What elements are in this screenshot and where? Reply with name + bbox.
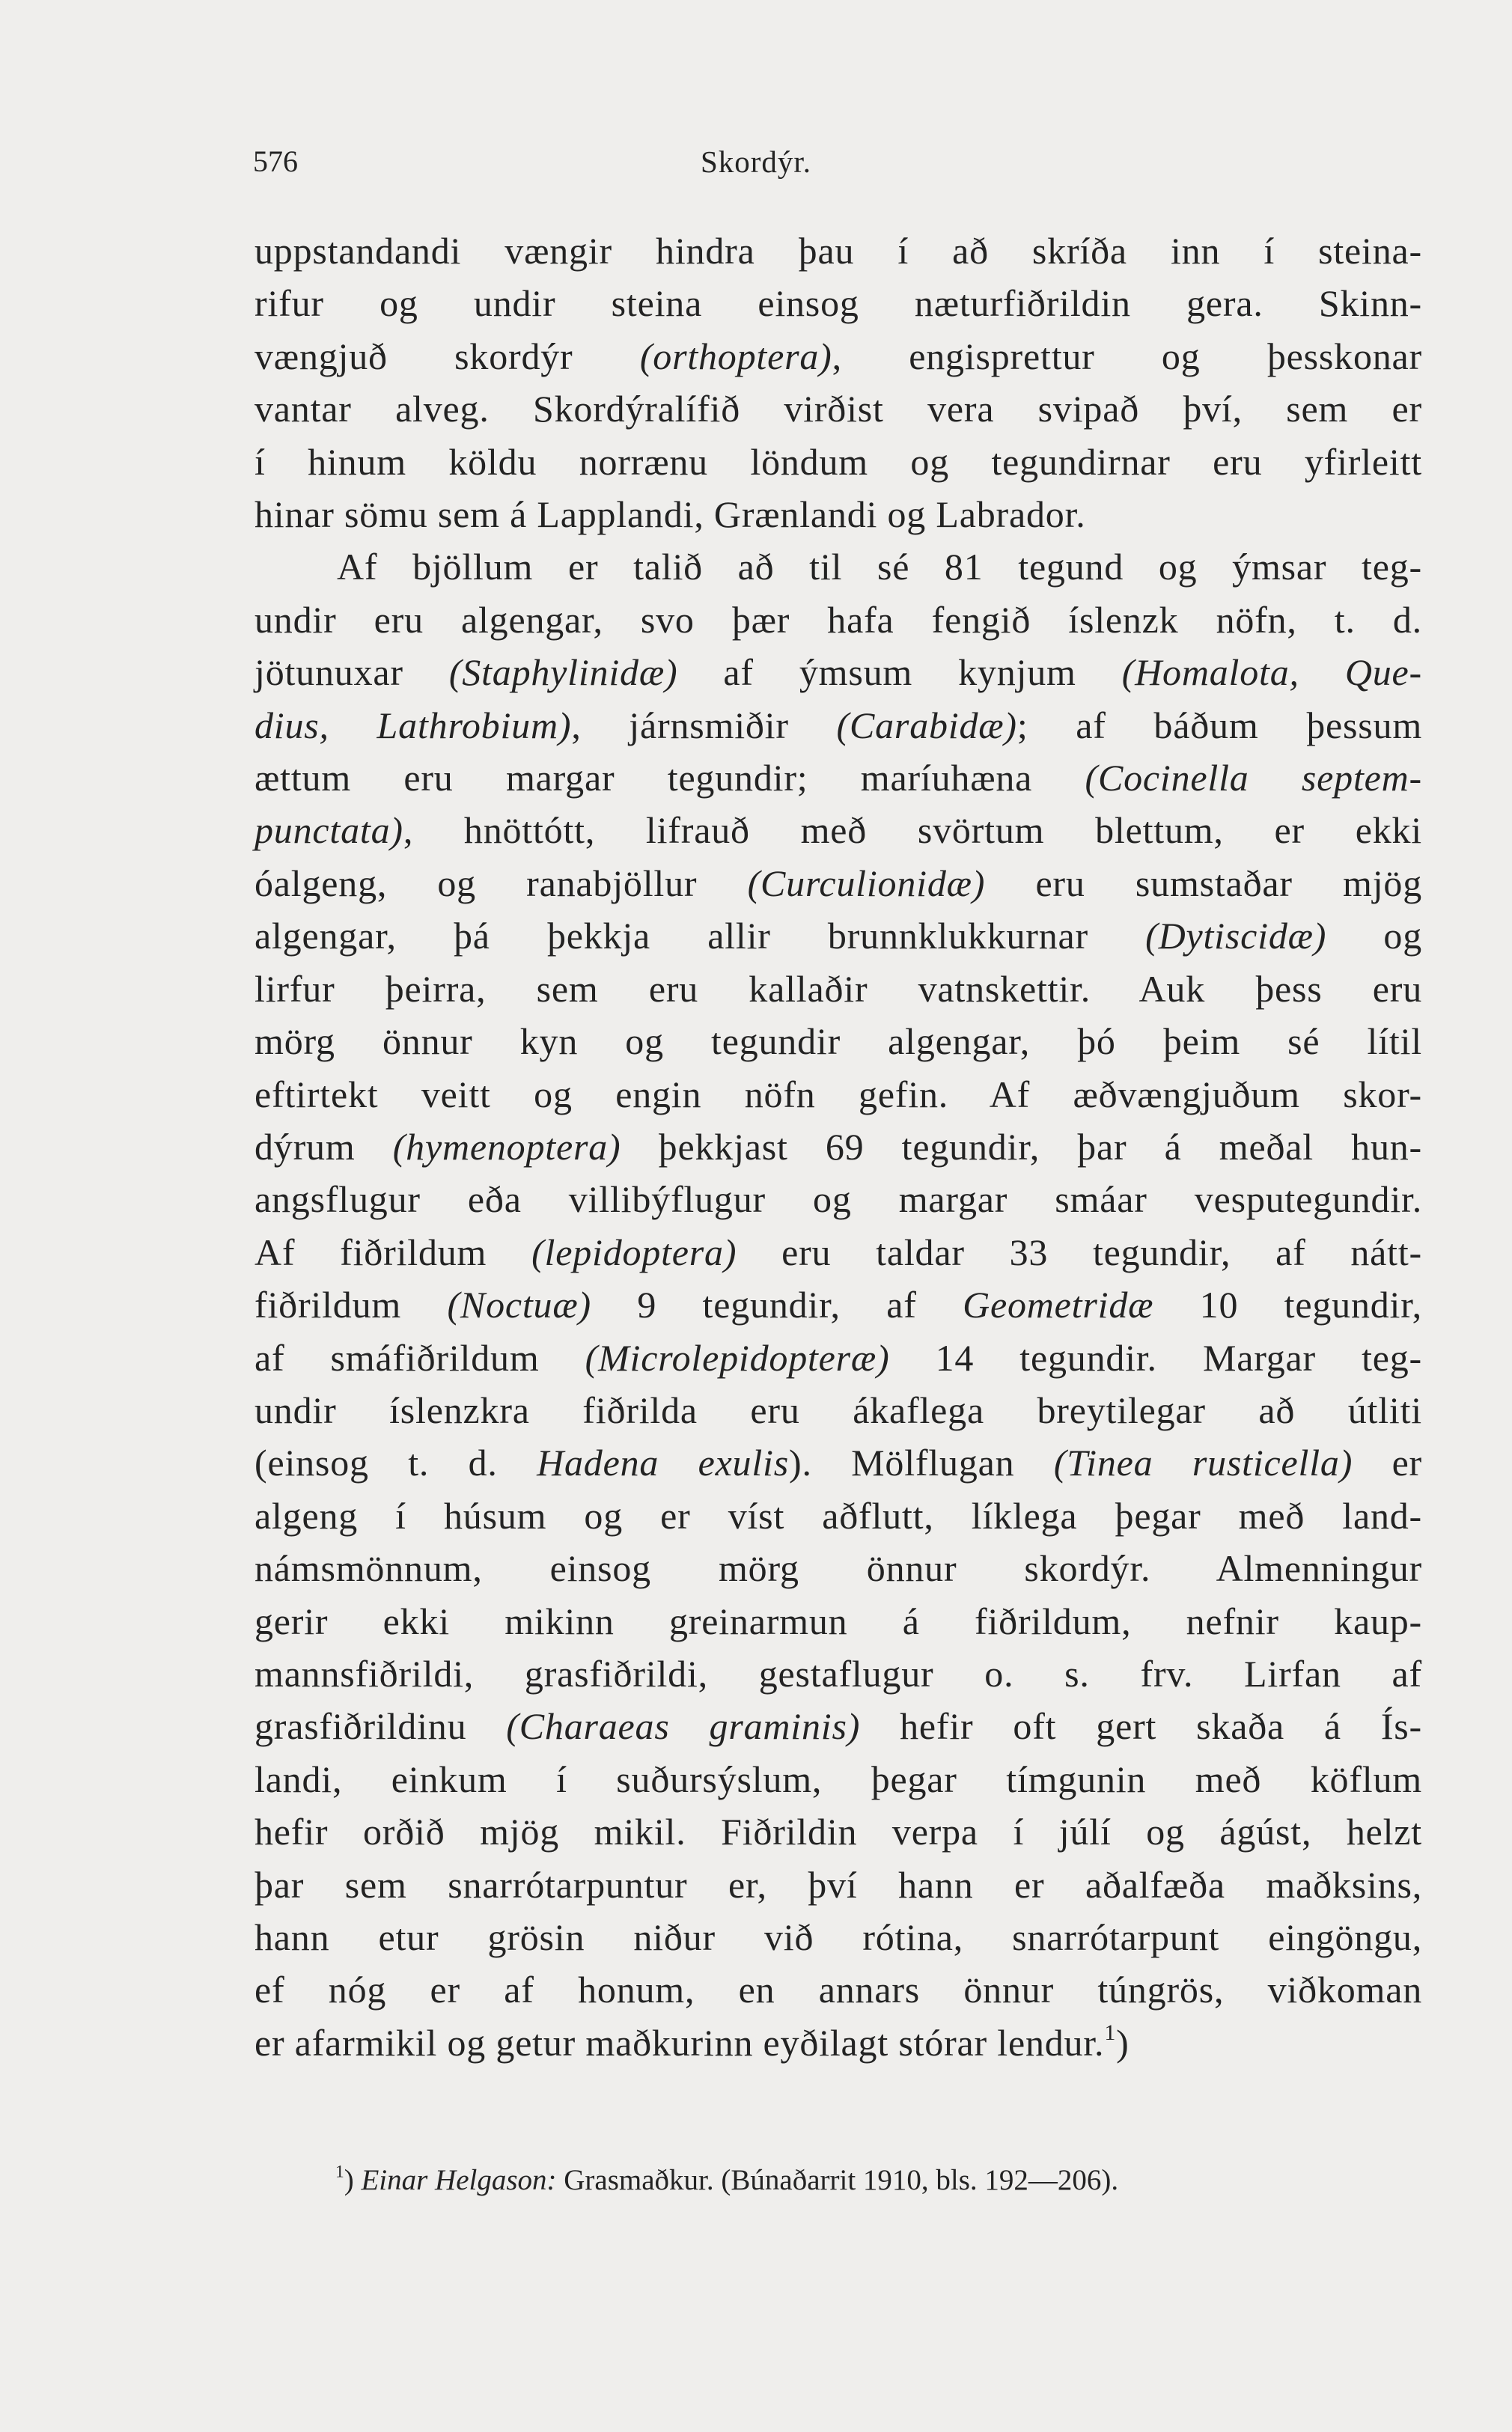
text-line [254, 1384, 1422, 1436]
text-run: þar sem snarrótarpuntur er, því hann er aðalfæða maðksins, [254, 1863, 1422, 1906]
text-run: mannsfiðrildi, grasfiðrildi, gestaflugur o. s. frv. Lirfan af [254, 1652, 1422, 1695]
text-line [254, 1542, 1422, 1594]
text-run: jötunuxar [254, 651, 449, 694]
text-line [254, 1068, 1422, 1121]
text-run: Af bjöllum er talið að til sé 81 tegund og ýmsar teg- [337, 546, 1422, 588]
text-line [254, 699, 1422, 752]
text-run: eru sumstaðar mjög [985, 862, 1423, 904]
text-run: ; af báðum þessum [1016, 704, 1423, 746]
text-line [254, 225, 1422, 277]
text-line [254, 594, 1422, 646]
text-run: lirfur þeirra, sem eru kallaðir vatnskettir. Auk þess eru [254, 967, 1422, 1010]
text-line [254, 436, 1422, 488]
text-run: fiðrildum [254, 1284, 448, 1326]
text-line [254, 963, 1422, 1015]
text-run: grasfiðrildinu [254, 1705, 507, 1748]
text-run: landi, einkum í suðursýslum, þegar tímgunin með köflum [254, 1758, 1422, 1800]
text-run: rifur og undir steina einsog næturfiðrildin gera. Skinn- [254, 282, 1422, 325]
text-run: hefir orðið mjög mikil. Fiðrildin verpa í júlí og ágúst, helzt [254, 1811, 1422, 1853]
text-line [254, 1595, 1422, 1648]
text-run: og [1326, 915, 1422, 957]
text-run: ef nóg er af honum, en annars önnur túngrös, viðkoman [254, 1969, 1422, 2011]
footnote-reference: 1 [1104, 2020, 1117, 2045]
text-run: ættum eru margar tegundir; maríuhæna [254, 757, 1085, 799]
text-run: vængjuð skordýr [254, 335, 640, 377]
text-run: í hinum köldu norrænu löndum og tegundirnar eru yfirleitt [254, 440, 1422, 483]
text-line [254, 804, 1422, 856]
italic-term: (Staphylinidæ) [448, 651, 678, 694]
text-run: 14 tegundir. Margar teg- [889, 1336, 1422, 1379]
text-line [254, 1332, 1422, 1384]
text-run: gerir ekki mikinn greinarmun á fiðrildum, nefnir kaup- [254, 1600, 1422, 1642]
text-run: (einsog t. d. [254, 1442, 537, 1484]
text-run: ) [1116, 2021, 1130, 2064]
footnote-marker: 1 [335, 2162, 344, 2182]
text-run: þekkjast 69 tegundir, þar á meðal hun- [621, 1125, 1422, 1168]
text-run: , engisprettur og þesskonar [832, 335, 1422, 377]
text-run: 9 tegundir, af [591, 1284, 963, 1326]
text-line [254, 909, 1422, 962]
italic-term: (Cocinella septem- [1085, 757, 1423, 799]
footnote-text: Grasmaðkur. (Búnaðarrit 1910, bls. 192—206). [564, 2164, 1119, 2196]
text-line [254, 857, 1422, 909]
italic-term: Geometridæ [963, 1284, 1154, 1326]
text-run: , járnsmiðir [571, 704, 837, 746]
italic-term: (Microlepidopteræ) [585, 1336, 890, 1379]
text-run: vantar alveg. Skordýralífið virðist vera svipað því, sem er [254, 388, 1422, 430]
text-line [254, 1805, 1422, 1858]
text-run: 10 tegundir, [1153, 1284, 1422, 1326]
text-run: , hnöttótt, lifrauð með svörtum blettum, er ekki [403, 809, 1422, 852]
text-run: algengar, þá þekkja allir brunnklukkurnar [254, 915, 1146, 957]
italic-term: (hymenoptera) [392, 1125, 621, 1168]
page-header [253, 144, 1259, 183]
text-run: uppstandandi vængir hindra þau í að skríða inn í steina- [254, 230, 1422, 272]
text-line [254, 540, 1422, 593]
text-line [254, 1700, 1422, 1752]
text-line [254, 1753, 1422, 1805]
text-line [254, 383, 1422, 435]
text-line [254, 330, 1422, 383]
text-line [254, 488, 1422, 540]
italic-term: (Curculionidæ) [747, 862, 986, 904]
footnote: $^1$) Einar Helgason: Grasmaðkur. (Búnaðarrit 1910, bls. 192—206). [335, 2162, 1119, 2196]
text-line [254, 1173, 1422, 1225]
text-run: ). Mölflugan [789, 1442, 1054, 1484]
text-run: Af fiðrildum [254, 1231, 532, 1273]
text-run: algeng í húsum og er víst aðflutt, líklega þegar með land- [254, 1494, 1422, 1537]
italic-term: punctata) [254, 809, 403, 852]
text-run: af ýmsum kynjum [677, 651, 1122, 694]
italic-term: (Charaeas graminis) [506, 1705, 861, 1748]
text-line [254, 1226, 1422, 1279]
text-run: angsflugur eða villibýflugur og margar smáar vesputegundir. [254, 1178, 1422, 1221]
text-line [254, 1859, 1422, 1911]
text-run: óalgeng, og ranabjöllur [254, 862, 748, 904]
text-run: mörg önnur kyn og tegundir algengar, þó þeim sé lítil [254, 1020, 1422, 1063]
italic-term: (Noctuæ) [447, 1284, 591, 1326]
italic-term: (Carabidæ) [836, 704, 1017, 746]
text-run: hinar sömu sem á Lapplandi, Grænlandi og Labrador. [254, 493, 1086, 536]
text-line [254, 646, 1422, 698]
footnote-author: Einar Helgason: [361, 2164, 557, 2196]
italic-term: (Homalota, Que- [1121, 651, 1422, 694]
italic-term: (lepidoptera) [531, 1231, 737, 1273]
text-line [254, 277, 1422, 329]
text-line [254, 752, 1422, 804]
italic-term: dius, Lathrobium) [254, 704, 572, 746]
text-run: hann etur grösin niður við rótina, snarrótarpunt eingöngu, [254, 1916, 1422, 1958]
italic-term: (orthoptera) [639, 335, 832, 377]
text-line [254, 1015, 1422, 1067]
text-run: er afarmikil og getur maðkurinn eyðilagt stórar lendur. [254, 2021, 1105, 2064]
text-run: undir eru algengar, svo þær hafa fengið íslenzk nöfn, t. d. [254, 598, 1422, 641]
italic-term: Hadena exulis [537, 1442, 790, 1484]
text-line [254, 1911, 1422, 1963]
page-number: 576 [253, 144, 298, 178]
text-line [254, 1490, 1422, 1542]
text-run: hefir oft gert skaða á Ís- [860, 1705, 1422, 1748]
text-run: dýrum [254, 1125, 393, 1168]
text-run: undir íslenzkra fiðrilda eru ákaflega breytilegar að útliti [254, 1389, 1422, 1431]
text-run: af smáfiðrildum [254, 1336, 585, 1379]
text-run: eftirtekt veitt og engin nöfn gefin. Af æðvængjuðum skor- [254, 1073, 1422, 1115]
text-line [254, 1963, 1422, 2016]
running-title: Skordýr. [700, 144, 812, 179]
text-run: námsmönnum, einsog mörg önnur skordýr. Almenningur [254, 1547, 1422, 1590]
italic-term: (Dytiscidæ) [1145, 915, 1327, 957]
text-line [254, 1279, 1422, 1331]
text-line [254, 1121, 1422, 1173]
text-line [254, 1436, 1422, 1489]
text-run: eru taldar 33 tegundir, af nátt- [737, 1231, 1423, 1273]
text-line [254, 1648, 1422, 1700]
text-line [254, 2017, 1422, 2069]
italic-term: (Tinea rusticella) [1053, 1442, 1353, 1484]
text-run: er [1353, 1442, 1423, 1484]
body-text [254, 225, 1422, 2069]
